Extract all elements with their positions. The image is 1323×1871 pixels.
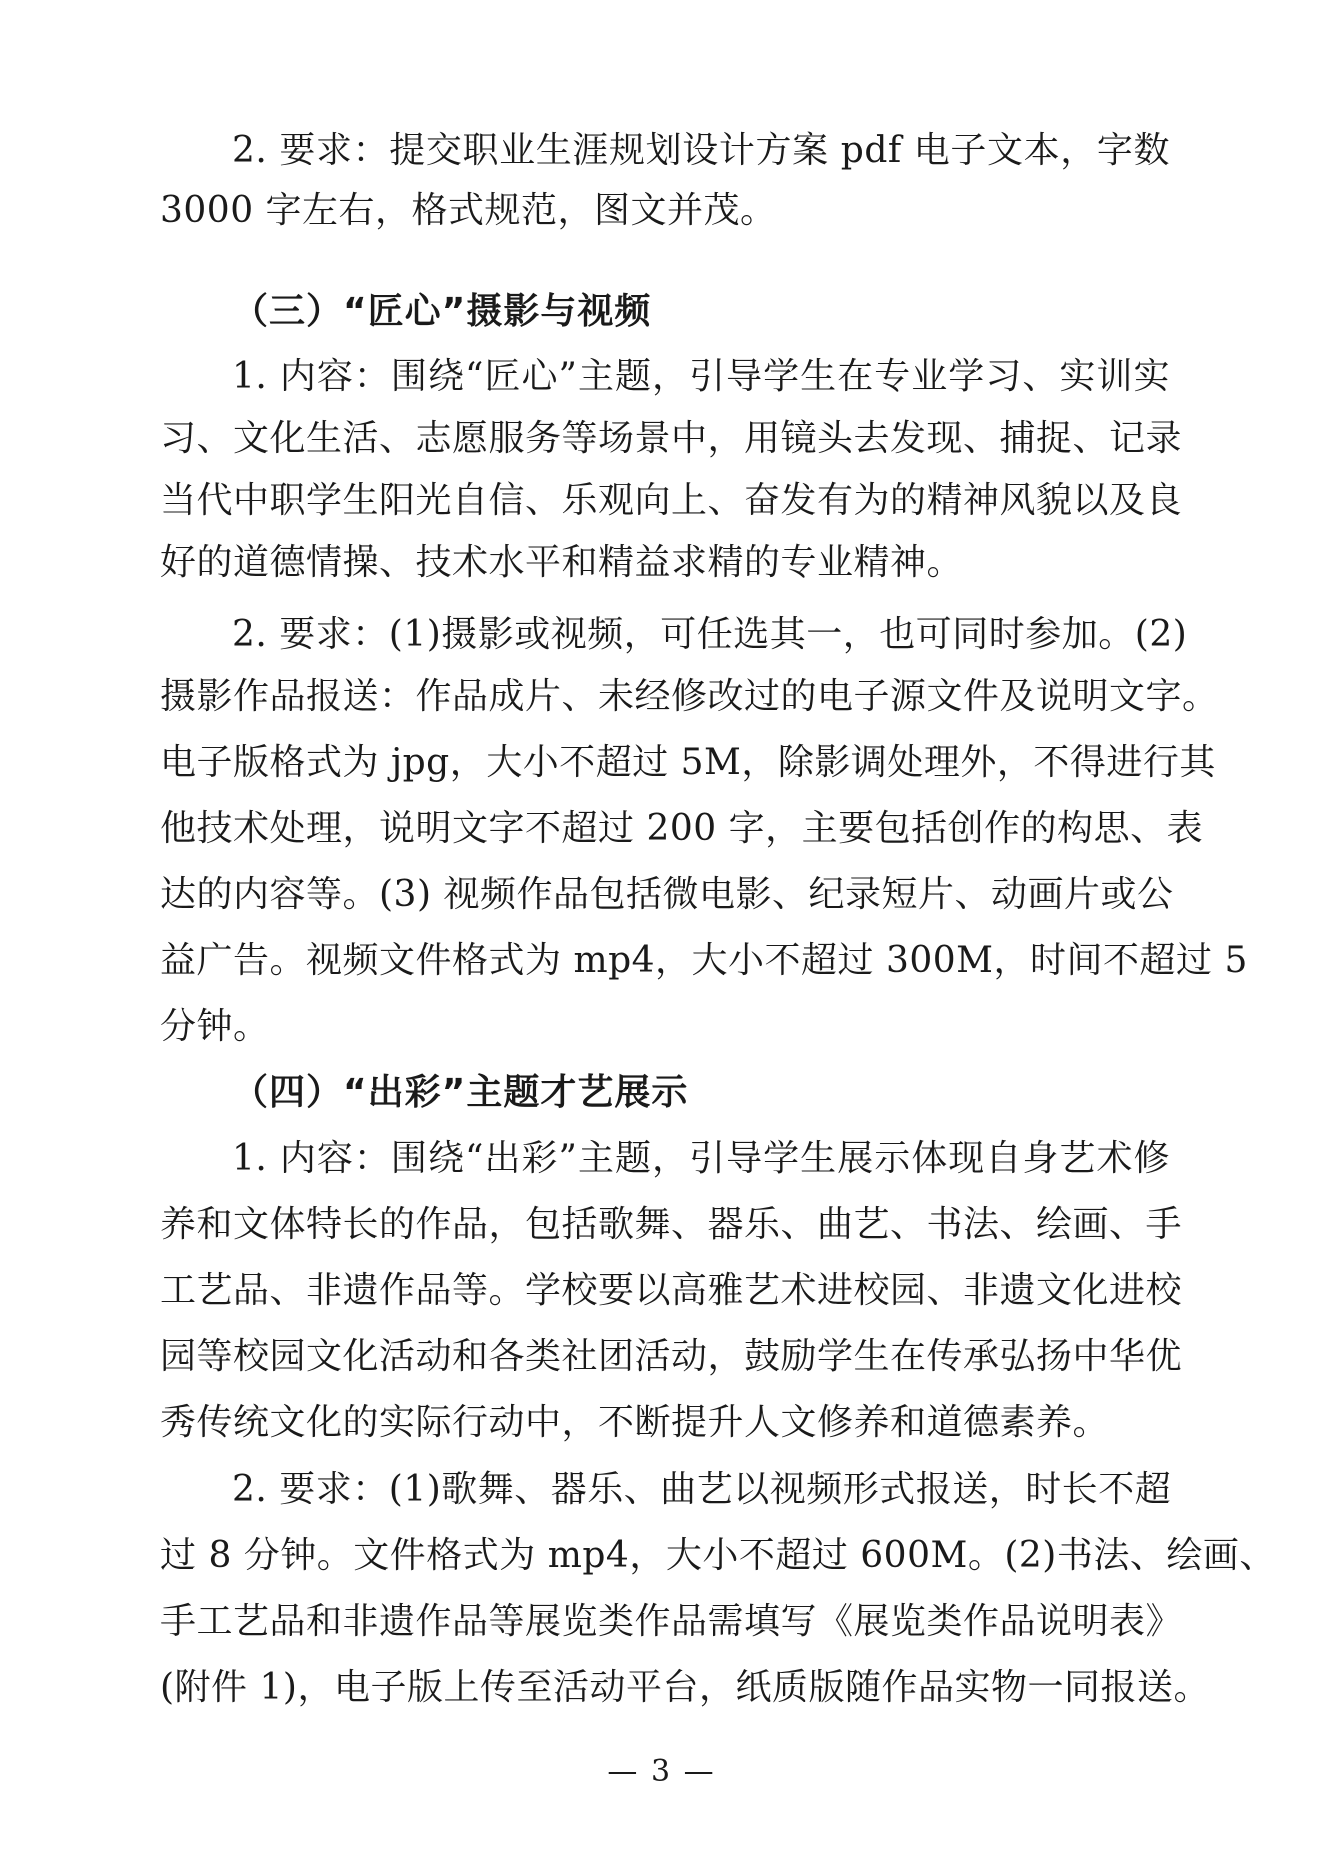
paragraph-line: 手工艺品和非遗作品等展览类作品需填写《展览类作品说明表》 (160, 1601, 1183, 1642)
paragraph-line: 2. 要求：(1)歌舞、器乐、曲艺以视频形式报送，时长不超 (232, 1469, 1172, 1510)
paragraph-line: 2. 要求：(1)摄影或视频，可任选其一，也可同时参加。(2) (232, 614, 1188, 655)
paragraph-line: 习、文化生活、志愿服务等场景中，用镜头去发现、捕捉、记录 (160, 418, 1183, 459)
paragraph-line: 2. 要求：提交职业生涯规划设计方案 pdf 电子文本，字数 (232, 130, 1170, 171)
section-heading: （四）“出彩”主题才艺展示 (232, 1072, 689, 1113)
paragraph-line: 分钟。 (160, 1006, 270, 1047)
section-heading: （三）“匠心”摄影与视频 (232, 291, 652, 332)
paragraph-line: 好的道德情操、技术水平和精益求精的专业精神。 (160, 542, 964, 583)
paragraph-line: 1. 内容：围绕“出彩”主题，引导学生展示体现自身艺术修 (232, 1138, 1170, 1179)
paragraph-line: 当代中职学生阳光自信、乐观向上、奋发有为的精神风貌以及良 (160, 480, 1183, 521)
paragraph-line: 养和文体特长的作品，包括歌舞、器乐、曲艺、书法、绘画、手 (160, 1204, 1183, 1245)
page-number: — 3 — (607, 1754, 716, 1789)
paragraph-line: 电子版格式为 jpg，大小不超过 5M，除影调处理外，不得进行其 (160, 742, 1216, 783)
paragraph-line: 1. 内容：围绕“匠心”主题，引导学生在专业学习、实训实 (232, 356, 1170, 397)
paragraph-line: 益广告。视频文件格式为 mp4，大小不超过 300M，时间不超过 5 (160, 940, 1248, 981)
paragraph-line: 摄影作品报送：作品成片、未经修改过的电子源文件及说明文字。 (160, 676, 1219, 717)
paragraph-line: 秀传统文化的实际行动中，不断提升人文修养和道德素养。 (160, 1402, 1110, 1443)
paragraph-line: 工艺品、非遗作品等。学校要以高雅艺术进校园、非遗文化进校 (160, 1270, 1183, 1311)
paragraph-line: 他技术处理，说明文字不超过 200 字，主要包括创作的构思、表 (160, 808, 1204, 849)
paragraph-line: 3000 字左右，格式规范，图文并茂。 (160, 190, 777, 231)
paragraph-line: 达的内容等。(3) 视频作品包括微电影、纪录短片、动画片或公 (160, 874, 1174, 915)
paragraph-line: (附件 1)，电子版上传至活动平台，纸质版随作品实物一同报送。 (160, 1667, 1210, 1708)
paragraph-line: 园等校园文化活动和各类社团活动，鼓励学生在传承弘扬中华优 (160, 1336, 1183, 1377)
paragraph-line: 过 8 分钟。文件格式为 mp4，大小不超过 600M。(2)书法、绘画、 (160, 1535, 1276, 1576)
